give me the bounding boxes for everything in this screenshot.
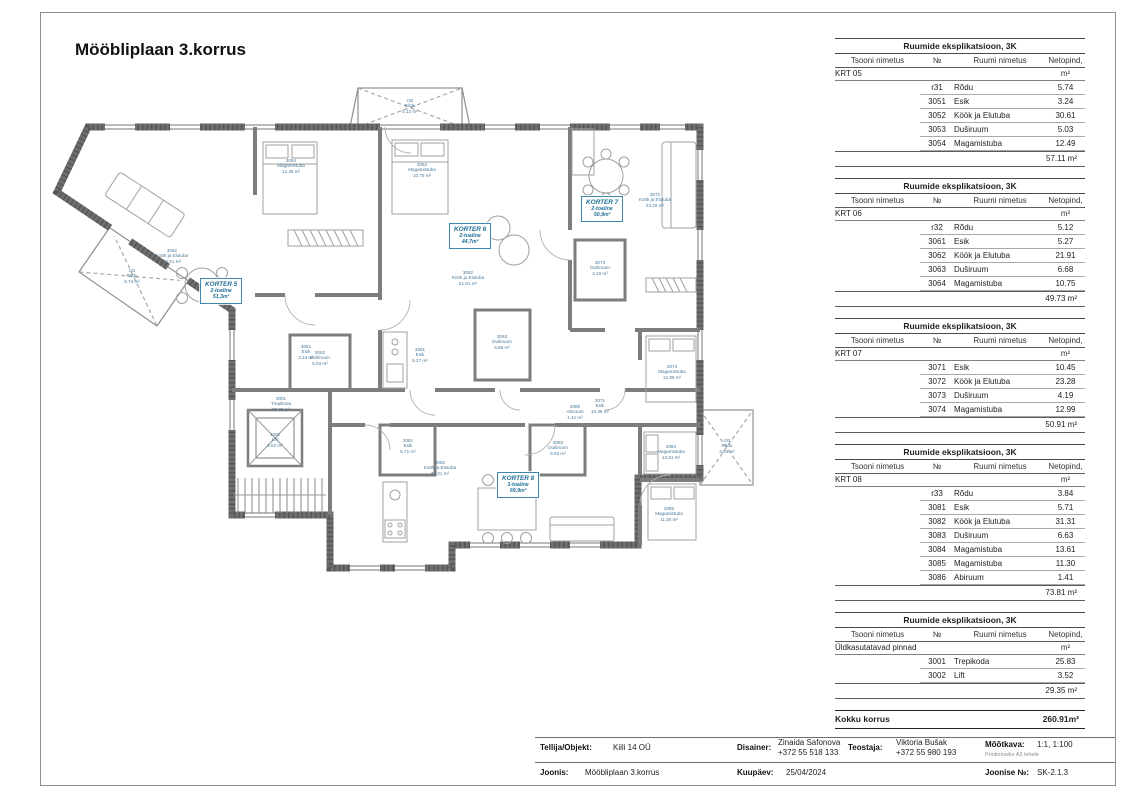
room-number-cell: 3063 xyxy=(928,265,946,274)
table-row xyxy=(835,571,1085,585)
zone-cell xyxy=(835,123,920,137)
table-section: KRT 06 xyxy=(835,208,1085,221)
date-value: 25/04/2024 xyxy=(786,768,827,777)
room-number-cell: 3084 xyxy=(928,545,946,554)
table-row xyxy=(835,263,1085,277)
table-total: 50.91 m² xyxy=(835,417,1085,433)
table-section: KRT 07 xyxy=(835,348,1085,361)
room-number-cell: 3082 xyxy=(928,517,946,526)
apartment-name: KORTER 8 xyxy=(502,475,535,482)
scale-label: Mõõtkava: xyxy=(985,740,1025,749)
room-label: 3061 Esik 5.27 m² xyxy=(412,346,428,363)
room-label: r33 Rõdu 3.84 m² xyxy=(719,437,735,454)
apartment-label-korter8 xyxy=(497,472,539,498)
room-name-cell: Magamistuba xyxy=(954,545,1003,554)
room-label: 3063 Duširuum 6.68 m² xyxy=(492,333,512,350)
zone-cell xyxy=(835,543,920,557)
zone-cell xyxy=(835,529,920,543)
room-name-cell: Magamistuba xyxy=(954,559,1003,568)
table-row xyxy=(835,95,1085,109)
room-number-cell: 3086 xyxy=(928,573,946,582)
room-area-cell: 3.52 xyxy=(1057,671,1074,680)
room-number-cell: 3081 xyxy=(928,503,946,512)
drawing-value: Mööbliplaan 3.korrus xyxy=(585,768,660,777)
room-area-cell: 5.03 xyxy=(1057,125,1074,134)
designer-name: Zinaida Safonova xyxy=(778,738,841,747)
room-name-cell: Magamistuba xyxy=(954,139,1003,148)
drawing-number-value: SK-2.1.3 xyxy=(1037,768,1069,777)
apartment-area: 44,7m² xyxy=(461,239,479,245)
room-label: r31 Rõdu 5.74 m² xyxy=(124,267,140,284)
explication-table-krt07 xyxy=(835,318,1085,433)
explication-table-krt08 xyxy=(835,444,1085,601)
apartment-name: KORTER 6 xyxy=(454,226,487,233)
zone-cell xyxy=(835,403,920,417)
table-section: KRT 08 xyxy=(835,474,1085,487)
apartment-label-korter7 xyxy=(581,196,623,222)
scale-value: 1:1, 1:100 xyxy=(1037,740,1073,749)
apartment-label-korter5 xyxy=(200,278,242,304)
table-total: 49.73 m² xyxy=(835,291,1085,307)
executor-phone: +372 55 980 193 xyxy=(896,748,957,757)
room-label: 3072 Köök ja Elutuba 23.28 m² xyxy=(638,191,672,208)
room-number-cell: 3052 xyxy=(928,111,946,120)
table-header: Tsooni nimetus № Ruumi nimetus Netopind, m² xyxy=(835,334,1085,348)
apartment-name: KORTER 7 xyxy=(586,199,619,206)
room-area-cell: 31.31 xyxy=(1055,517,1076,526)
room-name-cell: Abiruum xyxy=(954,573,984,582)
zone-cell xyxy=(835,81,920,95)
table-row xyxy=(835,109,1085,123)
table-body xyxy=(835,361,1085,417)
room-number-cell: 3064 xyxy=(928,279,946,288)
room-name-cell: Rõdu xyxy=(954,489,974,498)
zone-cell xyxy=(835,655,920,669)
room-name-cell: Esik xyxy=(954,237,970,246)
table-row xyxy=(835,403,1085,417)
room-name-cell: Rõdu xyxy=(954,223,974,232)
room-number-cell: r33 xyxy=(931,489,943,498)
room-number-cell: 3054 xyxy=(928,139,946,148)
table-row xyxy=(835,235,1085,249)
table-body xyxy=(835,487,1085,585)
room-label: 3084 Magamistuba 13.61 m² xyxy=(657,443,685,460)
room-label: 3062 Köök ja Elutuba 21.91 m² xyxy=(451,269,485,286)
room-name-cell: Köök ja Elutuba xyxy=(954,377,1011,386)
room-number-cell: 3051 xyxy=(928,97,946,106)
apartment-type: 2-toaline xyxy=(459,233,481,239)
table-row xyxy=(835,515,1085,529)
table-title: Ruumide eksplikatsioon, 3K xyxy=(835,178,1085,194)
table-row xyxy=(835,361,1085,375)
table-row xyxy=(835,249,1085,263)
room-area-cell: 10.75 xyxy=(1055,279,1076,288)
table-title: Ruumide eksplikatsioon, 3K xyxy=(835,612,1085,628)
room-name-cell: Lift xyxy=(954,671,965,680)
room-label: 3002 Lift 3.52 m² xyxy=(267,431,283,448)
apartment-name: KORTER 5 xyxy=(205,281,238,288)
room-area-cell: 5.27 xyxy=(1057,237,1074,246)
room-area-cell: 12.49 xyxy=(1055,139,1076,148)
zone-cell xyxy=(835,487,920,501)
room-label: 3082 Köök ja Elutuba 31.31 m² xyxy=(423,459,457,476)
table-total: 29.35 m² xyxy=(835,683,1085,699)
room-name-cell: Magamistuba xyxy=(954,279,1003,288)
apartment-area: 51,3m² xyxy=(212,294,230,300)
room-area-cell: 11.30 xyxy=(1055,559,1076,568)
room-number-cell: 3071 xyxy=(928,363,946,372)
room-label: r32 Rõdu 5.12 m² xyxy=(402,97,418,114)
table-row xyxy=(835,557,1085,571)
apartment-area: 69,9m² xyxy=(509,488,527,494)
room-number-cell: 3053 xyxy=(928,125,946,134)
table-body xyxy=(835,221,1085,291)
table-title: Ruumide eksplikatsioon, 3K xyxy=(835,38,1085,54)
room-area-cell: 21.91 xyxy=(1055,251,1076,260)
date-label: Kuupäev: xyxy=(737,768,774,777)
room-area-cell: 1.41 xyxy=(1057,573,1074,582)
floor-total-label: Kokku korrus xyxy=(835,714,890,724)
room-name-cell: Rõdu xyxy=(954,83,974,92)
room-number-cell: r31 xyxy=(931,83,943,92)
room-number-cell: 3062 xyxy=(928,251,946,260)
apartment-label-korter6 xyxy=(449,223,491,249)
room-label: 3083 Duširuum 6.63 m² xyxy=(548,439,568,456)
table-row xyxy=(835,375,1085,389)
table-header: Tsooni nimetus № Ruumi nimetus Netopind, m² xyxy=(835,460,1085,474)
room-label: 3073 Duširuum 4.19 m² xyxy=(590,259,610,276)
executor-label: Teostaja: xyxy=(848,743,883,752)
room-number-cell: r32 xyxy=(931,223,943,232)
table-row xyxy=(835,529,1085,543)
table-body xyxy=(835,655,1085,683)
floor-total-value: 260.91m² xyxy=(1042,714,1079,724)
room-label: 3052 Köök ja Elutuba 30.61 m² xyxy=(155,247,189,264)
apartment-type: 2-toaline xyxy=(591,206,613,212)
table-row xyxy=(835,81,1085,95)
room-name-cell: Esik xyxy=(954,97,970,106)
table-row xyxy=(835,669,1085,683)
zone-cell xyxy=(835,95,920,109)
room-area-cell: 4.19 xyxy=(1057,391,1074,400)
room-number-cell: 3073 xyxy=(928,391,946,400)
room-name-cell: Magamistuba xyxy=(954,405,1003,414)
room-name-cell: Duširuum xyxy=(954,125,989,134)
room-name-cell: Köök ja Elutuba xyxy=(954,111,1011,120)
table-row xyxy=(835,487,1085,501)
zone-cell xyxy=(835,515,920,529)
zone-cell xyxy=(835,137,920,151)
zone-cell xyxy=(835,501,920,515)
room-name-cell: Esik xyxy=(954,503,970,512)
zone-cell xyxy=(835,375,920,389)
room-area-cell: 12.99 xyxy=(1055,405,1076,414)
zone-cell xyxy=(835,389,920,403)
client-value: Kiili 14 OÜ xyxy=(613,743,651,752)
table-section: Üldkasutatavad pinnad xyxy=(835,642,1085,655)
room-name-cell: Duširuum xyxy=(954,265,989,274)
room-number-cell: 3002 xyxy=(928,671,946,680)
room-area-cell: 6.63 xyxy=(1057,531,1074,540)
table-row xyxy=(835,543,1085,557)
table-header: Tsooni nimetus № Ruumi nimetus Netopind, m² xyxy=(835,194,1085,208)
floor-total-row xyxy=(835,710,1085,729)
table-header: Tsooni nimetus № Ruumi nimetus Netopind, m² xyxy=(835,54,1085,68)
room-label: 3051 Esik 3.24 m² xyxy=(298,343,314,360)
explication-tables xyxy=(835,38,1085,729)
table-row xyxy=(835,123,1085,137)
footer-divider-mid xyxy=(535,762,1115,763)
zone-cell xyxy=(835,277,920,291)
room-area-cell: 30.61 xyxy=(1055,111,1076,120)
table-body xyxy=(835,81,1085,151)
room-label: 3071 Esik 10.45 m² xyxy=(590,397,610,414)
explication-table-common xyxy=(835,612,1085,699)
room-label: 3054 Magamistuba 12.49 m² xyxy=(277,157,305,174)
room-label: 3001 Trepikoda 25.83 m² xyxy=(270,395,292,412)
table-row xyxy=(835,277,1085,291)
room-name-cell: Köök ja Elutuba xyxy=(954,251,1011,260)
drawing-number-label: Joonise №: xyxy=(985,768,1030,777)
zone-cell xyxy=(835,235,920,249)
client-label: Tellija/Objekt: xyxy=(540,743,592,752)
zone-cell xyxy=(835,571,920,585)
room-label: 3085 Magamistuba 11.30 m² xyxy=(655,505,683,522)
room-number-cell: 3061 xyxy=(928,237,946,246)
room-label: 3081 Esik 5.71 m² xyxy=(400,437,416,454)
room-area-cell: 5.71 xyxy=(1057,503,1074,512)
designer-label: Disainer: xyxy=(737,743,772,752)
room-number-cell: 3001 xyxy=(928,657,946,666)
room-name-cell: Duširuum xyxy=(954,391,989,400)
zone-cell xyxy=(835,669,920,683)
table-row xyxy=(835,221,1085,235)
apartment-type: 3-toaline xyxy=(507,482,529,488)
room-number-cell: 3085 xyxy=(928,559,946,568)
room-label: 3053 Duširuum 5.03 m² xyxy=(310,349,330,366)
table-total: 57.11 m² xyxy=(835,151,1085,167)
room-area-cell: 25.83 xyxy=(1055,657,1076,666)
room-number-cell: 3074 xyxy=(928,405,946,414)
room-name-cell: Köök ja Elutuba xyxy=(954,517,1011,526)
table-row xyxy=(835,501,1085,515)
room-name-cell: Esik xyxy=(954,363,970,372)
table-title: Ruumide eksplikatsioon, 3K xyxy=(835,318,1085,334)
designer-phone: +372 55 518 133 xyxy=(778,748,839,757)
table-row xyxy=(835,389,1085,403)
room-label: 3064 Magamistuba 10.75 m² xyxy=(408,161,436,178)
zone-cell xyxy=(835,249,920,263)
explication-table-krt05 xyxy=(835,38,1085,167)
room-area-cell: 23.28 xyxy=(1055,377,1076,386)
page-title: Mööbliplaan 3.korrus xyxy=(75,40,246,59)
room-number-cell: 3072 xyxy=(928,377,946,386)
room-area-cell: 6.68 xyxy=(1057,265,1074,274)
zone-cell xyxy=(835,221,920,235)
room-area-cell: 5.12 xyxy=(1057,223,1074,232)
zone-cell xyxy=(835,109,920,123)
room-area-cell: 3.24 xyxy=(1057,97,1074,106)
zone-cell xyxy=(835,263,920,277)
table-total: 73.81 m² xyxy=(835,585,1085,601)
zone-cell xyxy=(835,557,920,571)
room-number-cell: 3083 xyxy=(928,531,946,540)
room-area-cell: 5.74 xyxy=(1057,83,1074,92)
room-name-cell: Duširuum xyxy=(954,531,989,540)
room-area-cell: 10.45 xyxy=(1055,363,1076,372)
table-section: KRT 05 xyxy=(835,68,1085,81)
table-row xyxy=(835,137,1085,151)
zone-cell xyxy=(835,361,920,375)
room-label: 3086 Abiruum 1.41 m² xyxy=(566,403,584,420)
explication-table-krt06 xyxy=(835,178,1085,307)
room-area-cell: 13.61 xyxy=(1055,545,1076,554)
apartment-area: 50,9m² xyxy=(593,212,611,218)
table-row xyxy=(835,655,1085,669)
scale-note: Printimiseks A3 lehele xyxy=(985,752,1039,758)
apartment-type: 2-toaline xyxy=(210,288,232,294)
executor-name: Viktoria Bušak xyxy=(896,738,947,747)
table-header: Tsooni nimetus № Ruumi nimetus Netopind, m² xyxy=(835,628,1085,642)
room-area-cell: 3.84 xyxy=(1057,489,1074,498)
room-name-cell: Trepikoda xyxy=(954,657,990,666)
room-label: 3074 Magamistuba 12.99 m² xyxy=(658,363,686,380)
table-title: Ruumide eksplikatsioon, 3K xyxy=(835,444,1085,460)
drawing-label: Joonis: xyxy=(540,768,569,777)
